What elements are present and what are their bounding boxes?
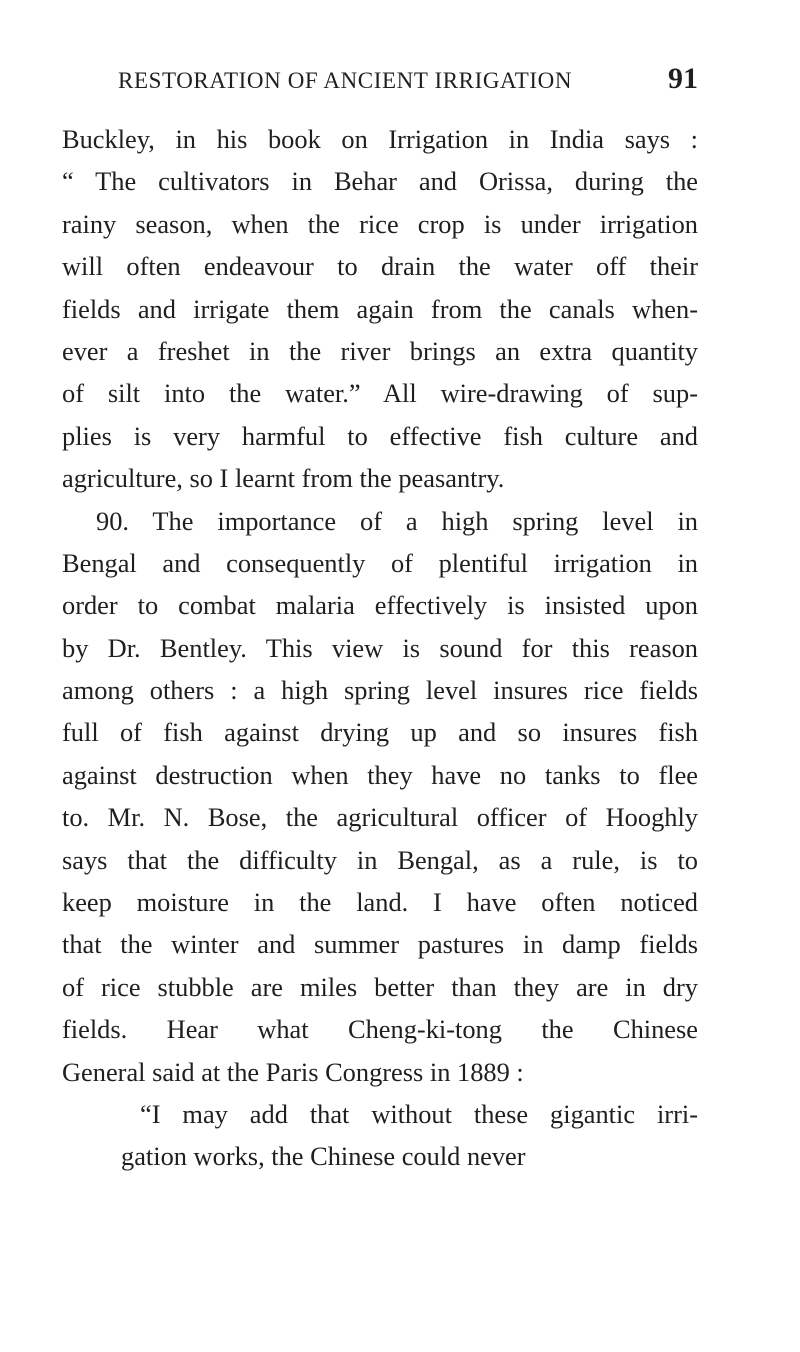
- text-line: to. Mr. N. Bose, the agricultural officer of Hooghly: [62, 802, 698, 833]
- text-line: rainy season, when the rice crop is under irrigation: [62, 208, 698, 239]
- running-title: RESTORATION OF ANCIENT IRRIGATION: [118, 68, 573, 93]
- block-quote: [62, 1093, 698, 1178]
- text-line: of rice stubble are miles better than they are in dry: [62, 971, 698, 1002]
- text-line: says that the difficulty in Bengal, as a rule, is to: [62, 844, 698, 875]
- text-line: will often endeavour to drain the water off their: [62, 251, 698, 282]
- text-line: order to combat malaria effectively is insisted upon: [62, 590, 698, 621]
- paragraph-start-line: 90. The importance of a high spring level in: [96, 505, 698, 536]
- text-line: among others : a high spring level insures rice fields: [62, 675, 698, 706]
- text-line: by Dr. Bentley. This view is sound for this reason: [62, 632, 698, 663]
- text-line: “ The cultivators in Behar and Orissa, during the: [62, 166, 698, 197]
- quote-line: gation works, the Chinese could never: [121, 1141, 526, 1172]
- text-line: General said at the Paris Congress in 1889 :: [62, 1056, 524, 1087]
- text-line: fields and irrigate them again from the canals when-: [62, 293, 698, 324]
- body-text: [62, 118, 698, 1178]
- text-line: plies is very harmful to effective fish culture and: [62, 420, 698, 451]
- text-line: against destruction when they have no tanks to flee: [62, 759, 698, 790]
- text-line: keep moisture in the land. I have often noticed: [62, 887, 698, 918]
- text-line: agriculture, so I learnt from the peasantry.: [62, 463, 505, 494]
- text-line: full of fish against drying up and so insures fish: [62, 717, 698, 748]
- text-line: Bengal and consequently of plentiful irrigation in: [62, 547, 698, 578]
- quote-line: “I may add that without these gigantic irri-: [140, 1098, 698, 1129]
- running-head: [118, 62, 698, 102]
- text-line: that the winter and summer pastures in damp fields: [62, 929, 698, 960]
- text-line: of silt into the water.” All wire-drawing of sup-: [62, 378, 698, 409]
- text-line: ever a freshet in the river brings an extra quantity: [62, 335, 698, 366]
- page-number: 91: [668, 62, 698, 95]
- text-line: fields. Hear what Cheng-ki-tong the Chinese: [62, 1014, 698, 1045]
- text-line: Buckley, in his book on Irrigation in India says :: [62, 124, 698, 154]
